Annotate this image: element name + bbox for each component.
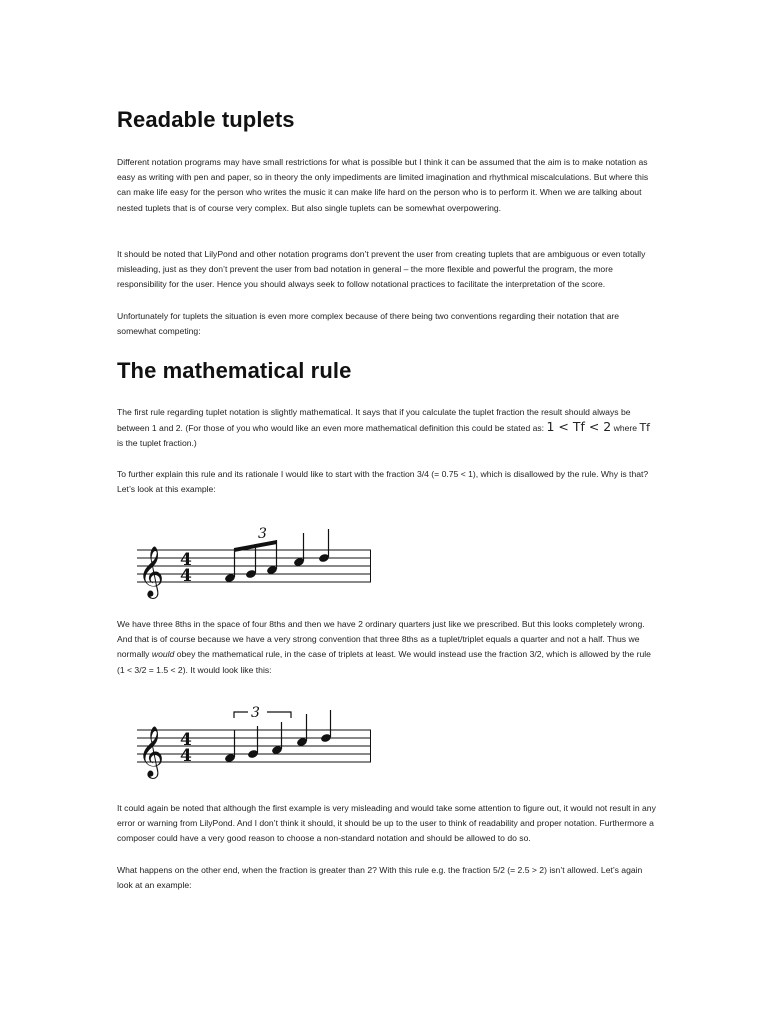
paragraph-first-rule-text-c: is the tuplet fraction.) <box>117 438 197 449</box>
paragraph-other-end: What happens on the other end, when the fraction is greater than 2? With this rule e.g. the fraction 5/2 (= 2.5 > 2) isn’t allowed. Let’s again look at an example: <box>117 865 643 891</box>
time-signature-bottom: 4 <box>180 746 192 766</box>
paragraph-no-warning: It could again be noted that although the first example is very misleading and would take some attention to figure out, it would not result in any error or warning from LilyPond. And I don’t think it should, it should be up to the user to think of readability and proper notation. Furthermore a composer could have a very good reason to choose a non-standard notation and should be allowed to do so. <box>117 803 656 844</box>
paragraph-first-rule <box>117 405 657 452</box>
section-title-mathematical-rule: The mathematical rule <box>117 358 352 383</box>
paragraph-responsibility: It should be noted that LilyPond and other notation programs don’t prevent the user from creating tuplets that are ambiguous or even totally misleading, just as they don’t prevent the user from bad notation in general – the more flexible and powerful the program, the more responsibility for the user. Hence you should always seek to follow notational practices to facilitate the interpretation of the score. <box>117 249 646 290</box>
tuplet-number: 3 <box>251 705 260 721</box>
paragraph-first-rule-text-b: where <box>611 423 640 434</box>
paragraph-three-eighths <box>117 617 657 678</box>
time-signature-bottom: 4 <box>180 566 192 586</box>
music-example-2 <box>137 700 377 782</box>
time-signature-top: 4 <box>180 550 192 570</box>
paragraph-intro: Different notation programs may have small restrictions for what is possible but I think it can be assumed that the aim is to make notation as easy as writing with pen and paper, so in theory the only impediments are limited imagination and rhythmical miscalculations. But where this can make life easy for the person who writes the music it can make life hard on the person who is to perform it. When we are talking about nested tuplets that is of course very complex. But also single tuplets can be somewhat overpowering. <box>117 157 649 213</box>
music-example-1 <box>137 520 377 600</box>
page-title: Readable tuplets <box>117 107 295 132</box>
emphasis-would: would <box>151 649 175 660</box>
treble-clef-icon: 𝄞 <box>138 726 165 777</box>
paragraph-three-eighths-text-b: obey the mathematical rule, in the case of triplets at least. We would instead use the fraction 3/2, which is allowed by the rule (1 < 3/2 = 1.5 < 2). It would look like this: <box>117 649 651 675</box>
time-signature-top: 4 <box>180 730 192 750</box>
tuplet-bracket <box>234 712 291 718</box>
treble-clef-icon: 𝄞 <box>138 546 165 597</box>
tuplet-number: 3 <box>258 526 267 542</box>
paragraph-first-rule-text-a: The first rule regarding tuplet notation is slightly mathematical. It says that if you calculate the tuplet fraction the result should always be between 1 and 2. (For those of you who would like an even more mathematical definition this could be stated as: <box>117 407 631 434</box>
paragraph-explain-rule: To further explain this rule and its rationale I would like to start with the fraction 3/4 (= 0.75 < 1), which is disallowed by the rule. Why is that? Let’s look at this example: <box>117 469 649 495</box>
math-inequality: 1 < Tf < 2 <box>546 419 612 435</box>
paragraph-conventions: Unfortunately for tuplets the situation is even more complex because of there being two conventions regarding their notation that are somewhat competing: <box>117 311 620 337</box>
math-tf: Tf <box>639 421 651 435</box>
paragraph-three-eighths-text-a: We have three 8ths in the space of four 8ths and then we have 2 ordinary quarters just like we prescribed. But this looks completely wrong. And that is of course because we have a very strong convention that three 8ths as a tuplet/triplet equals a quarter and not a half. Thus we normally <box>117 619 645 660</box>
